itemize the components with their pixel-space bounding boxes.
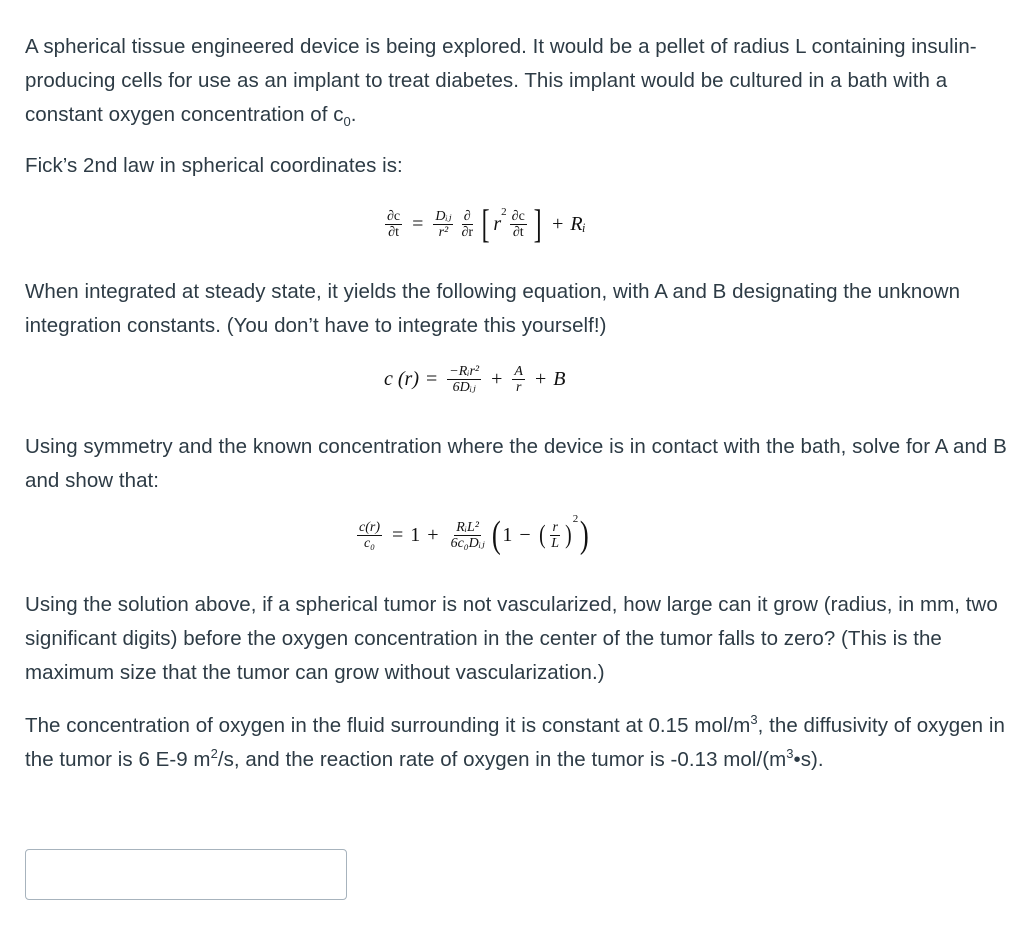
fick-reaction-term: Rᵢ xyxy=(570,212,586,235)
solution-plus: + xyxy=(427,523,439,546)
intro-end: . xyxy=(350,103,357,126)
fick-lhs-den: ∂t xyxy=(388,224,399,240)
steady-term1-den: 6Dᵢⱼ xyxy=(452,380,476,395)
fick-lhs-num: ∂c xyxy=(387,208,401,224)
fick-coef-den: r² xyxy=(438,224,449,240)
steady-term2-den: r xyxy=(515,380,522,395)
conditions-part-4: •s). xyxy=(793,748,824,771)
solution-ratio-left-paren: ( xyxy=(538,520,546,549)
conditions-exp-3: 3 xyxy=(786,746,794,762)
solution-lhs-den: c₀ xyxy=(363,535,376,551)
conditions-exp-2: 2 xyxy=(210,746,218,762)
steady-term3: B xyxy=(553,368,566,390)
fick-right-bracket: ] xyxy=(533,201,542,246)
fick-op-fraction xyxy=(459,209,475,240)
solution-inner-one: 1 xyxy=(502,523,513,546)
fick-inner-fraction xyxy=(510,209,527,240)
answer-input[interactable] xyxy=(25,849,347,900)
tumor-question-text: Using the solution above, if a spherical tumor is not vascularized, how large can it grow (radius, in mm, two significant digits) before the oxygen concentration in the center of the tumor falls to zero? (This is the maximum size that the tumor can grow without vascularization.) xyxy=(25,593,998,684)
conditions-part-2: , the diffusivity of oxygen in the tumor is 6 E-9 m xyxy=(25,714,1005,771)
fick-equation xyxy=(382,201,586,246)
solution-right-paren: ) xyxy=(580,514,590,556)
fick-op-den: ∂r xyxy=(461,224,474,240)
steady-lhs: c (r) xyxy=(384,368,419,390)
steady-plus-2: + xyxy=(534,368,547,390)
conditions-part-1: The concentration of oxygen in the fluid surrounding it is constant at 0.15 mol/m xyxy=(25,714,751,737)
solution-minus: − xyxy=(519,523,531,546)
solution-exponent: 2 xyxy=(572,513,579,525)
intro-paragraph xyxy=(25,30,1010,132)
fick-coef-num: Dᵢⱼ xyxy=(435,208,452,224)
question-body xyxy=(25,30,1010,183)
solution-equation xyxy=(354,513,591,556)
fick-intro-text: Fick’s 2nd law in spherical coordinates is: xyxy=(25,154,403,177)
fick-inner-num: ∂c xyxy=(511,208,525,224)
fick-op-num: ∂ xyxy=(463,208,471,224)
steady-state-equation xyxy=(384,364,565,395)
fick-coef-fraction xyxy=(433,209,453,240)
intro-subscript: 0 xyxy=(343,114,351,130)
solution-term-den: 6c₀Dᵢⱼ xyxy=(450,535,485,551)
fick-inner-exp: 2 xyxy=(501,206,507,218)
fick-lhs-fraction xyxy=(385,209,402,240)
steady-equals: = xyxy=(425,368,438,390)
steady-state-text: When integrated at steady state, it yields the following equation, with A and B designating the unknown integration constants. (You don’t have to integrate this yourself!) xyxy=(25,280,961,337)
solution-lhs-num: c(r) xyxy=(359,519,380,535)
solution-lhs-fraction xyxy=(357,520,382,551)
solution-term-num: RᵢL² xyxy=(456,519,479,535)
solution-term-fraction xyxy=(449,520,487,551)
steady-plus-1: + xyxy=(491,368,503,390)
steady-term1-num: −Rᵢr² xyxy=(449,364,480,379)
fick-equals: = xyxy=(412,212,424,235)
symmetry-text: Using symmetry and the known concentration where the device is in contact with the bath, solve for A and B and show that: xyxy=(25,435,1007,492)
solution-ratio-fraction xyxy=(549,520,561,551)
fick-plus: + xyxy=(552,212,564,235)
conditions-part-3: /s, and the reaction rate of oxygen in the tumor is -0.13 mol/(m xyxy=(217,748,787,771)
conditions-exp-1: 3 xyxy=(750,712,758,728)
steady-term2-num: A xyxy=(514,364,523,379)
solution-ratio-right-paren: ) xyxy=(565,520,572,549)
fick-inner-den: ∂t xyxy=(512,224,524,240)
conditions-text xyxy=(25,709,1010,777)
solution-equals: = xyxy=(392,523,404,546)
fick-left-bracket: [ xyxy=(481,201,490,246)
steady-term2-fraction xyxy=(512,364,525,395)
steady-term1-fraction xyxy=(447,364,481,395)
intro-text: A spherical tissue engineered device is being explored. It would be a pellet of radius L containing insulin-producing cells for use as an implant to treat diabetes. This implant would be cultured in a bath with a constant oxygen concentration of c xyxy=(25,35,977,126)
solution-ratio-num: r xyxy=(552,519,558,535)
solution-left-paren: ( xyxy=(491,514,501,556)
fick-inner-r: r xyxy=(493,212,502,235)
solution-ratio-den: L xyxy=(551,535,560,551)
solution-one: 1 xyxy=(410,523,421,546)
